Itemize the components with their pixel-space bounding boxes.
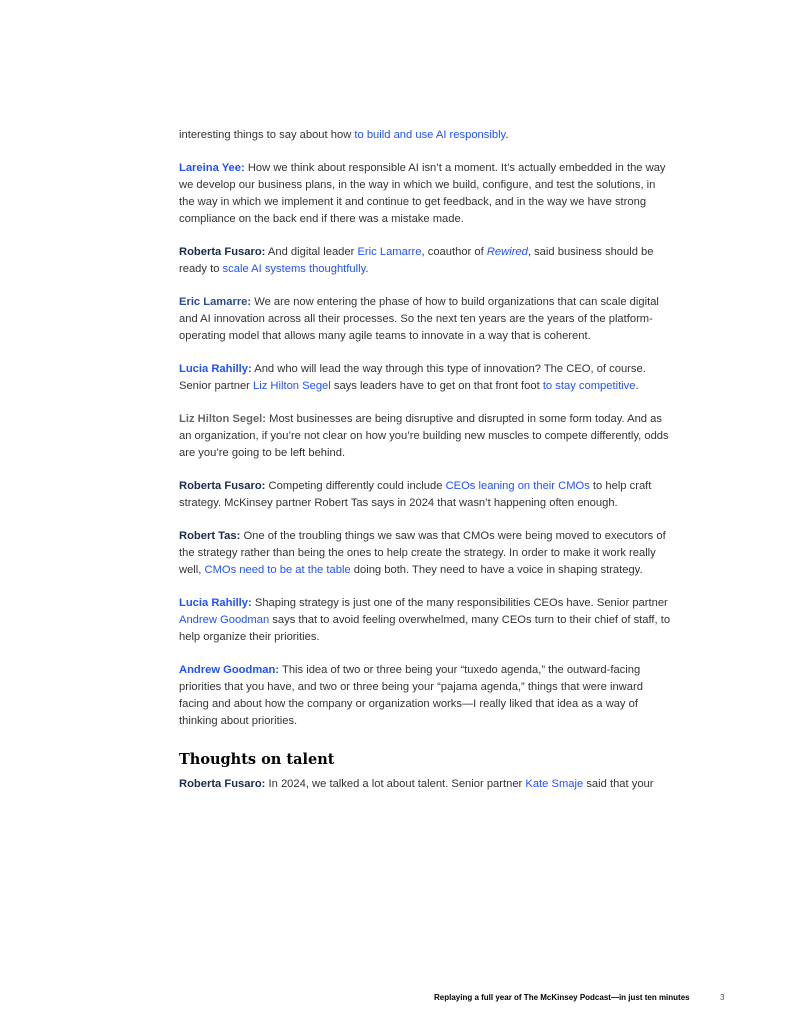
speaker-name: Lucia Rahilly:	[179, 597, 252, 609]
paragraph	[179, 127, 671, 144]
body-text: .	[505, 129, 509, 141]
speaker-name: Roberta Fusaro:	[179, 246, 266, 258]
inline-link[interactable]: to build and use AI responsibly	[354, 129, 506, 141]
body-text: .	[635, 380, 639, 392]
article-body	[179, 127, 671, 809]
body-text: In 2024, we talked a lot about talent. Senior partner	[265, 778, 526, 790]
footer-title: Replaying a full year of The McKinsey Podcast—in just ten minutes	[434, 993, 690, 1002]
body-text: Competing differently could include	[265, 480, 446, 492]
inline-link[interactable]: CEOs leaning on their CMOs	[445, 480, 590, 492]
page-number: 3	[720, 993, 725, 1002]
paragraph	[179, 595, 671, 646]
paragraph	[179, 478, 671, 512]
inline-link[interactable]: Kate Smaje	[525, 778, 584, 790]
body-text: Shaping strategy is just one of the many responsibilities CEOs have. Senior partner	[251, 597, 668, 609]
inline-link[interactable]: Rewired	[486, 246, 528, 258]
body-text: says that to avoid feeling overwhelmed, many CEOs turn to their chief of staff, to help organize their priorities.	[179, 614, 671, 643]
speaker-name: Roberta Fusaro:	[179, 778, 266, 790]
paragraph	[179, 294, 671, 345]
body-text: interesting things to say about how	[179, 129, 355, 141]
body-text: said that your	[583, 778, 654, 790]
speaker-name: Robert Tas:	[179, 530, 241, 542]
speaker-name: Andrew Goodman:	[179, 664, 280, 676]
inline-link[interactable]: CMOs need to be at the table	[204, 564, 351, 576]
inline-link[interactable]: Liz Hilton Segel	[253, 380, 331, 392]
body-text: to help craft strategy. McKinsey partner Robert Tas says in 2024 that wasn’t happening often enough.	[179, 480, 652, 509]
paragraph-list	[179, 127, 671, 730]
paragraph	[179, 411, 671, 462]
speaker-name: Lucia Rahilly:	[179, 363, 252, 375]
body-text: And who will lead the way through this type of innovation? The CEO, of course. Senior partner	[179, 363, 646, 392]
body-text: And digital leader	[265, 246, 358, 258]
body-text: One of the troubling things we saw was that CMOs were being moved to executors of the strategy rather than being the ones to help create the strategy. In order to make it work really well,	[179, 530, 666, 576]
body-text: doing both. They need to have a voice in shaping strategy.	[350, 564, 643, 576]
paragraph	[179, 528, 671, 579]
paragraph	[179, 361, 671, 395]
body-text: , said business should be ready to	[179, 246, 654, 275]
body-text: We are now entering the phase of how to build organizations that can scale digital and AI innovation across all their processes. So the next ten years are the years of the platform-operating model that allows many agile teams to innovate in a way that is coherent.	[179, 296, 659, 342]
speaker-name: Roberta Fusaro:	[179, 480, 266, 492]
speaker-name: Liz Hilton Segel:	[179, 413, 267, 425]
speaker-name: Eric Lamarre:	[179, 296, 252, 308]
body-text: Most businesses are being disruptive and disrupted in some form today. And as an organization, if you’re not clear on how you’re building new muscles to compete differently, odds are you’re going to be left behind.	[179, 413, 669, 459]
paragraph	[179, 662, 671, 730]
body-text: This idea of two or three being your “tuxedo agenda,” the outward-facing priorities that you have, and two or three being your “pajama agenda,” things that were inward facing and about how the company or organization works—I really liked that idea as a way of thinking about priorities.	[179, 664, 643, 727]
paragraph	[179, 244, 671, 278]
paragraph	[179, 160, 671, 228]
body-text: How we think about responsible AI isn’t a moment. It’s actually embedded in the way we develop our business plans, in the way in which we build, configure, and test the solutions, in the way in which we implement it and continue to get feedback, and in the way we have strong compliance on the back end if there was a mistake made.	[179, 162, 666, 225]
body-text: , coauthor of	[421, 246, 487, 258]
body-text: says leaders have to get on that front foot	[330, 380, 543, 392]
inline-link[interactable]: scale AI systems thoughtfully	[222, 263, 366, 275]
section-heading: Thoughts on talent	[179, 751, 335, 768]
speaker-name: Lareina Yee:	[179, 162, 245, 174]
inline-link[interactable]: Andrew Goodman	[179, 614, 270, 626]
body-text: .	[365, 263, 369, 275]
inline-link[interactable]: to stay competitive	[542, 380, 636, 392]
paragraph	[179, 776, 671, 793]
inline-link[interactable]: Eric Lamarre	[357, 246, 422, 258]
section-paragraph-container	[179, 776, 671, 793]
